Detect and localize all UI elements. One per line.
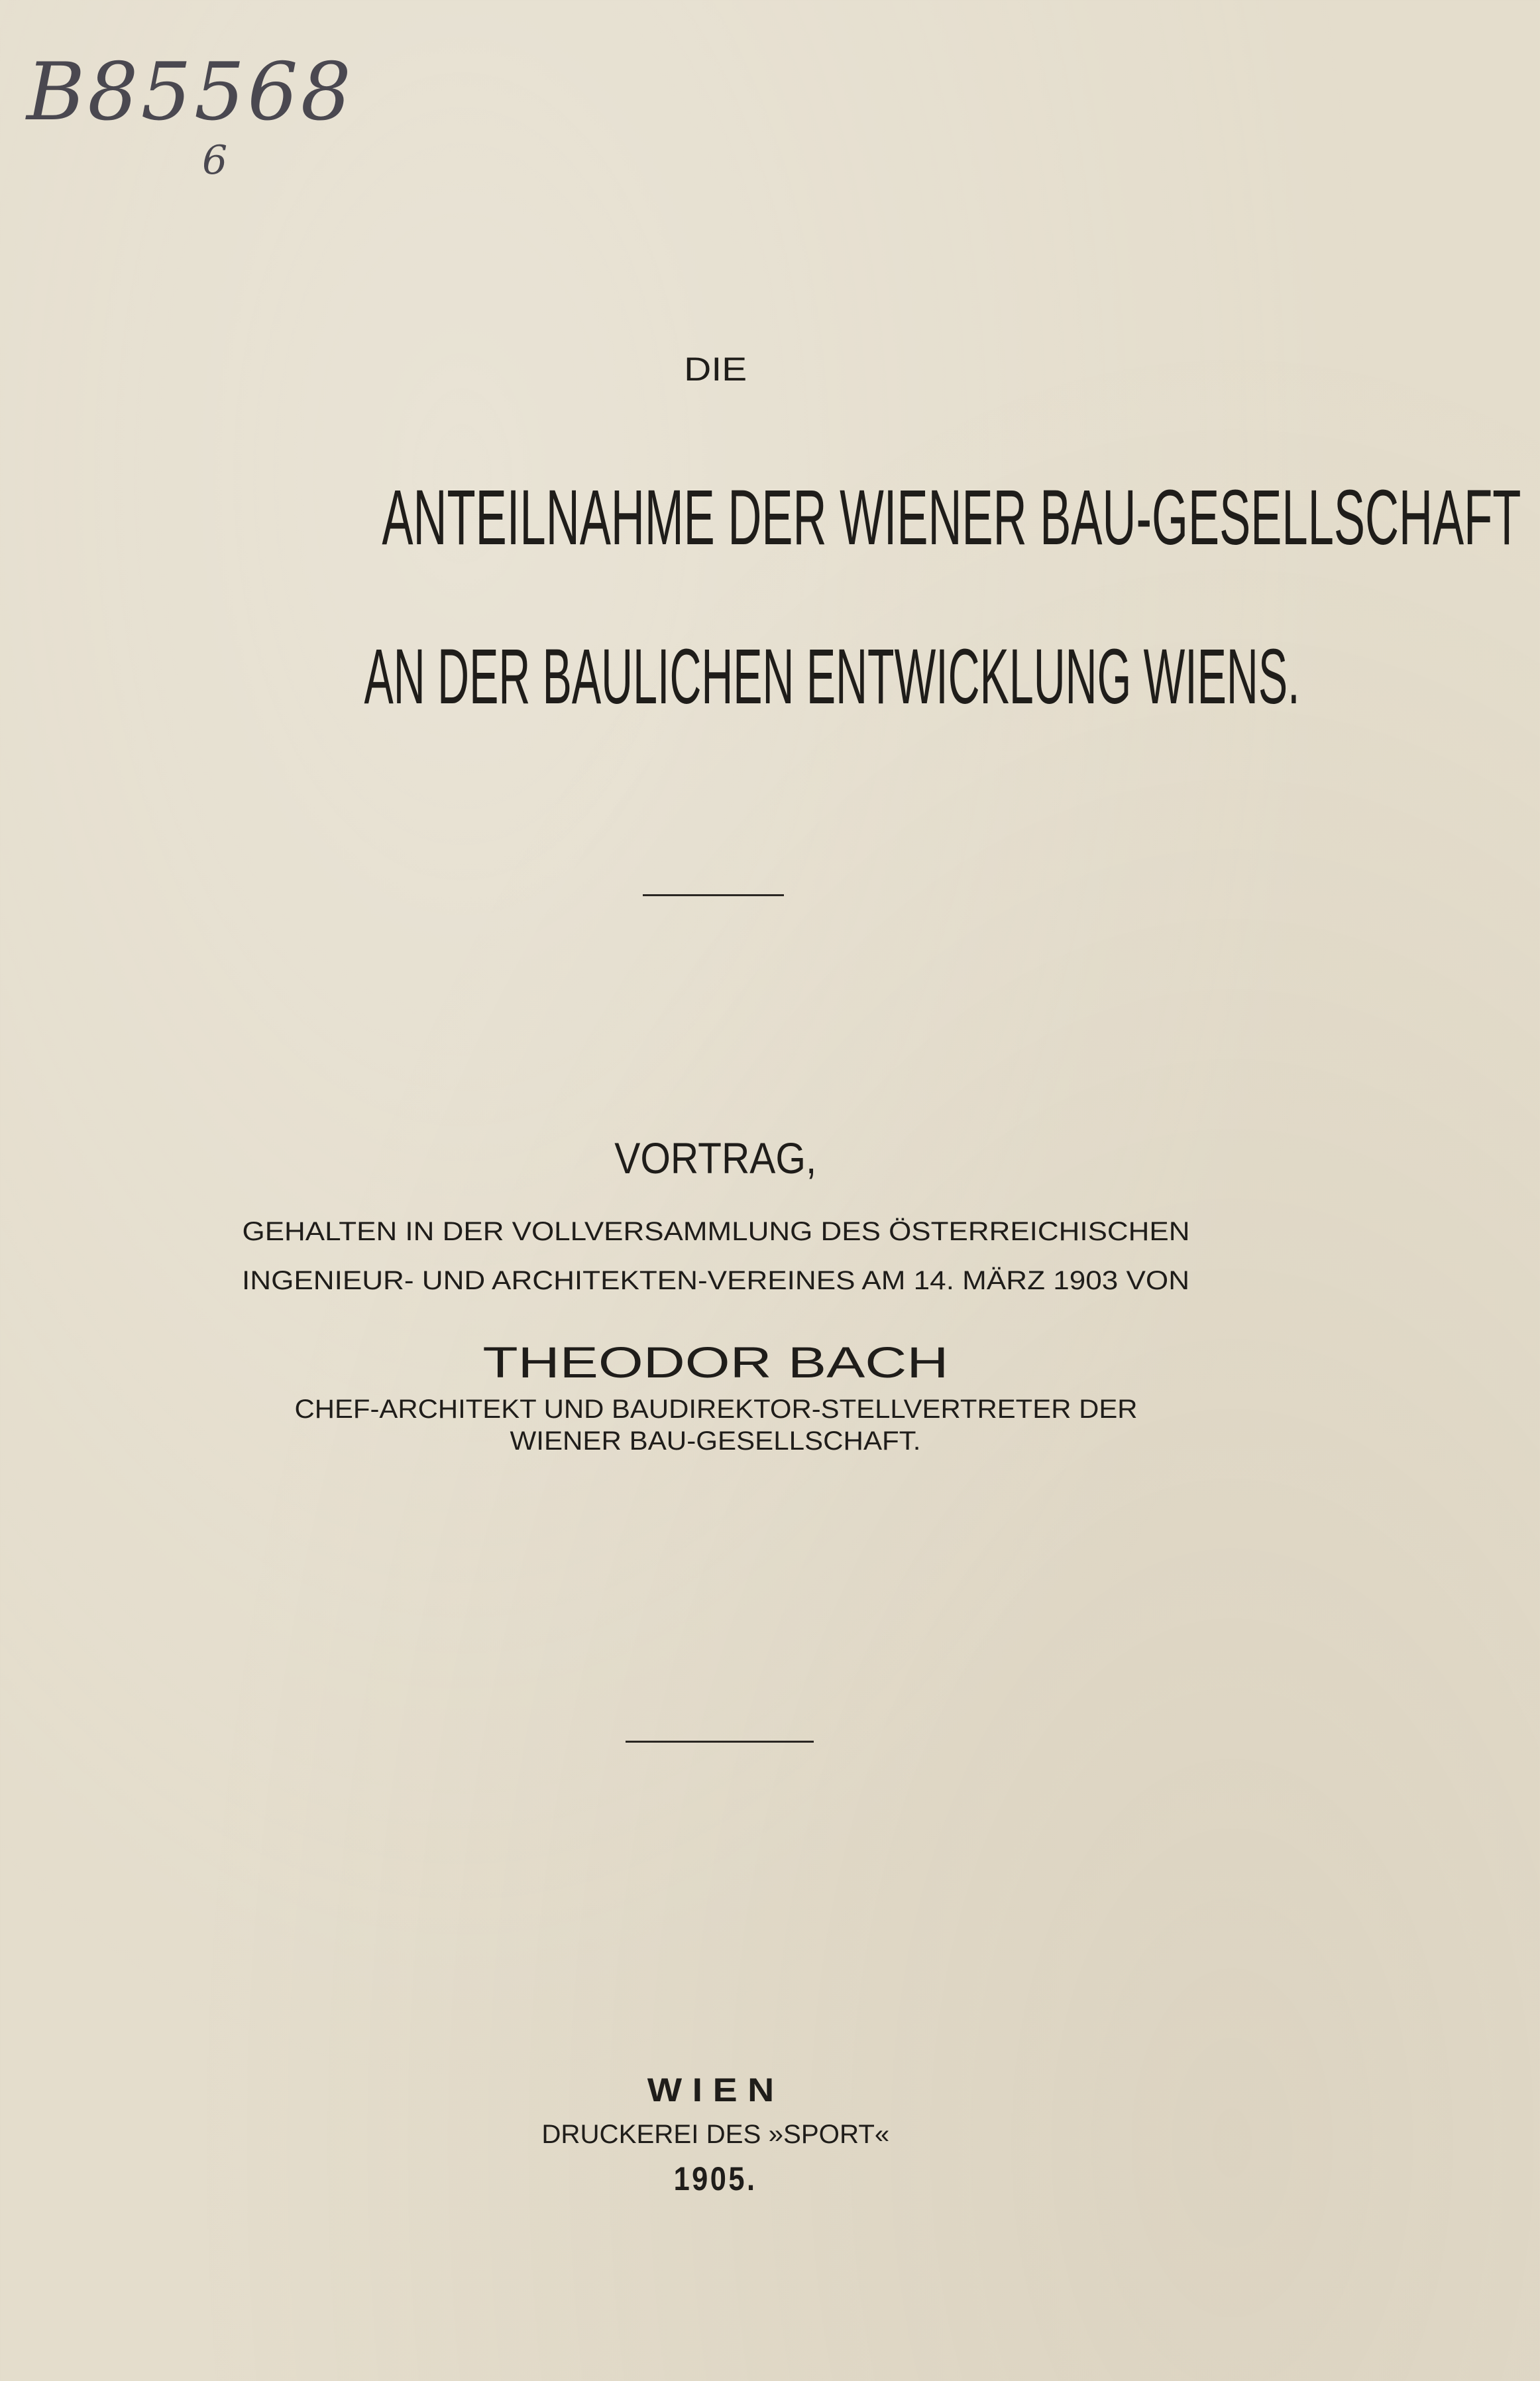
handwritten-shelfmark: B85568 <box>27 46 354 139</box>
divider-rule-2 <box>626 1741 814 1743</box>
title-line-2 <box>0 633 1431 721</box>
author-role-2-text: WIENER BAU-GESELLSCHAFT. <box>510 1426 921 1456</box>
title-pre <box>0 353 1431 386</box>
lecture-label-text: VORTRAG, <box>614 1133 817 1183</box>
title-line-2-text: AN DER BAULICHEN ENTWICKLUNG WIENS. <box>364 633 1300 721</box>
author-name-text: THEODOR BACH <box>482 1338 949 1387</box>
lecture-line-1 <box>0 1218 1431 1245</box>
title-line-1 <box>0 474 1521 561</box>
imprint-printer <box>0 2121 1431 2148</box>
author-role-1-text: CHEF-ARCHITEKT UND BAUDIREKTOR-STELLVERTRETER DER <box>294 1395 1137 1424</box>
title-line-1-text: ANTEILNAHME DER WIENER BAU-GESELLSCHAFT <box>382 474 1521 561</box>
author-role-1 <box>0 1396 1431 1423</box>
imprint-printer-text: DRUCKEREI DES »SPORT« <box>541 2120 890 2149</box>
divider-rule <box>643 894 784 896</box>
imprint-city-text: WIEN <box>647 2071 785 2109</box>
author-role-2 <box>0 1428 1431 1454</box>
lecture-label <box>0 1133 1431 1183</box>
handwritten-number: 6 <box>202 137 228 184</box>
imprint-year-text: 1905. <box>674 2160 757 2197</box>
author-name <box>0 1338 1431 1387</box>
lecture-line-1-text: GEHALTEN IN DER VOLLVERSAMMLUNG DES ÖSTERREICHISCHEN <box>241 1217 1189 1246</box>
lecture-line-2 <box>0 1267 1431 1294</box>
imprint-city <box>0 2073 1431 2107</box>
lecture-line-2-text: INGENIEUR- UND ARCHITEKTEN-VEREINES AM 14. MÄRZ 1903 VON <box>241 1266 1189 1295</box>
title-pre-text: DIE <box>684 351 747 388</box>
imprint-year <box>0 2162 1431 2195</box>
